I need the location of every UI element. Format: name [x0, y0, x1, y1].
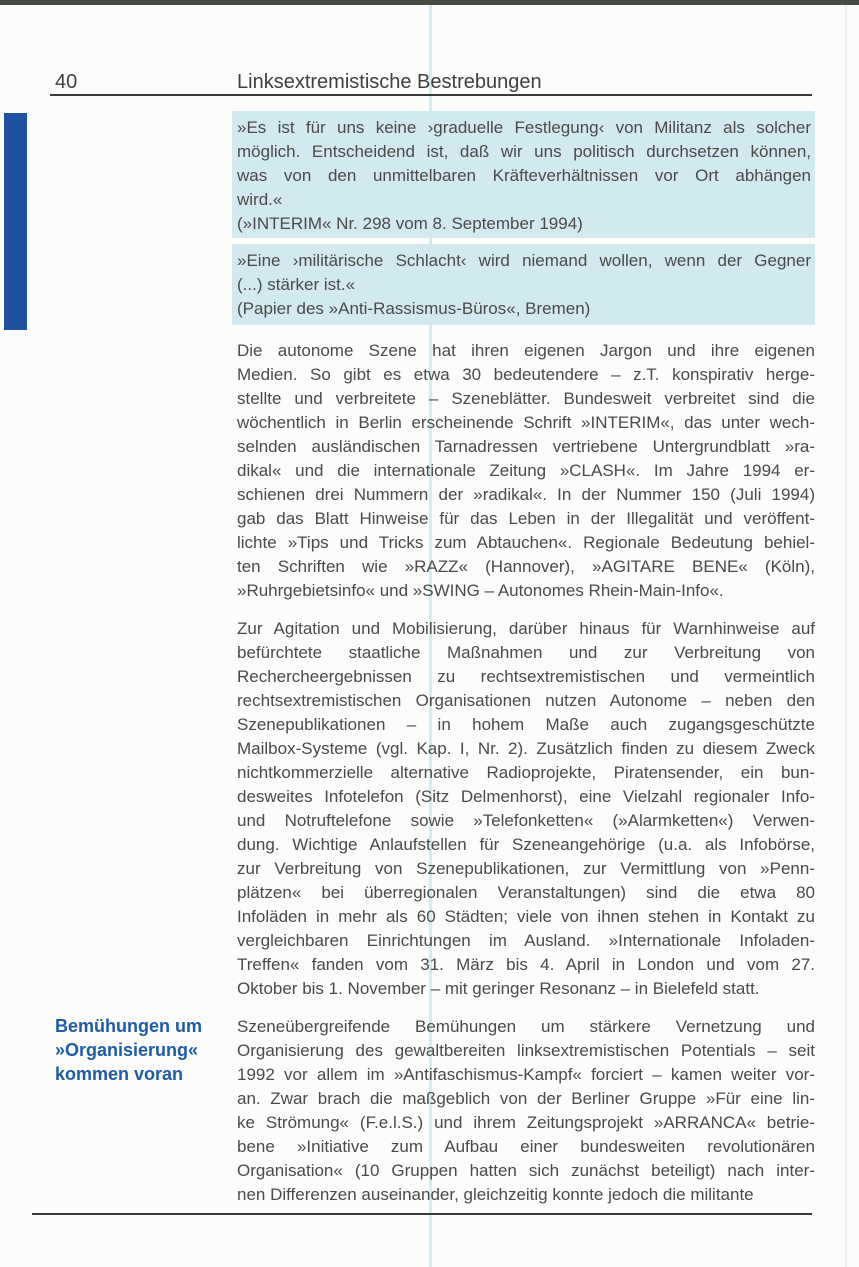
text-line: ke Strömung« (F.e.l.S.) und ihrem Zeitungsprojekt »ARRANCA« betrie-: [237, 1113, 815, 1132]
text-line: dikal« und die internationale Zeitung »CLASH«. Im Jahre 1994 er-: [237, 461, 815, 480]
text-line: befürchtete staatliche Maßnahmen und zur Verbreitung von: [237, 643, 815, 662]
text-line: Rechercheergebnissen zu rechtsextremistischen und vermeintlich: [237, 667, 815, 686]
text-line: »Organisierung«: [55, 1040, 199, 1060]
text-line: wird.«: [237, 190, 283, 209]
margin-note: [55, 1014, 225, 1086]
text-line: Oktober bis 1. November – mit geringer Resonanz – in Bielefeld statt.: [237, 979, 760, 998]
text-line: bene »Initiative zum Aufbau einer bundesweiten revolutionären: [237, 1137, 815, 1156]
scan-right-edge: [845, 5, 847, 1267]
text-line: Mailbox-Systeme (vgl. Kap. I, Nr. 2). Zusätzlich finden zu diesem Zweck: [237, 739, 815, 758]
text-line: stellte und verbreitete – Szeneblätter. Bundesweit verbreitet sind die: [237, 389, 815, 408]
text-line: ten Schriften wie »RAZZ« (Hannover), »AGITARE BENE« (Köln),: [237, 557, 815, 576]
text-line: zur Verbreitung von Szenepublikationen, zur Vermittlung von »Penn-: [237, 859, 815, 878]
text-line: wöchentlich in Berlin erscheinende Schrift »INTERIM«, das unter wech-: [237, 413, 815, 432]
text-line: kommen voran: [55, 1064, 184, 1084]
text-line: Szeneübergreifende Bemühungen um stärkere Vernetzung und: [237, 1017, 815, 1036]
text-line: Infoläden in mehr als 60 Städten; viele von ihnen stehen in Kontakt zu: [237, 907, 815, 926]
text-line: Organisation« (10 Gruppen hatten sich zunächst beteiligt) nach inter-: [237, 1161, 815, 1180]
text-line: nichtkommerzielle alternative Radioprojekte, Piratensender, ein bun-: [237, 763, 815, 782]
text-line: schienen drei Nummern der »radikal«. In der Nummer 150 (Juli 1994): [237, 485, 815, 504]
text-line: (...) stärker ist.«: [237, 275, 356, 294]
text-line: Die autonome Szene hat ihren eigenen Jargon und ihre eigenen: [237, 341, 815, 360]
text-line: was von den unmittelbaren Kräfteverhältnissen vor Ort abhängen: [237, 166, 811, 185]
bottom-rule: [32, 1213, 812, 1215]
text-line: dung. Wichtige Anlaufstellen für Szeneangehörige (u.a. als Infobörse,: [237, 835, 815, 854]
text-line: und Notruftelefone sowie »Telefonketten« (»Alarmketten«) Verwen-: [237, 811, 815, 830]
text-line: 1992 vor allem im »Antifaschismus-Kampf« forciert – kamen weiter vor-: [237, 1065, 815, 1084]
text-line: »Eine ›militärische Schlacht‹ wird niemand wollen, wenn der Gegner: [237, 251, 811, 270]
text-line: »Ruhrgebietsinfo« und »SWING – Autonomes Rhein-Main-Info«.: [237, 581, 724, 600]
quote-text: [237, 116, 811, 212]
text-line: Szenepublikationen – in hohem Maße auch zugangsgeschützte: [237, 715, 815, 734]
body-paragraph-media: [237, 339, 815, 603]
text-line: vergleichbaren Einrichtungen im Ausland. »Internationale Infoladen-: [237, 931, 815, 950]
text-line: plätzen« bei überregionalen Veranstaltungen) sind die etwa 80: [237, 883, 815, 902]
text-line: an. Zwar brach die maßgeblich von der Berliner Gruppe »Für eine lin-: [237, 1089, 815, 1108]
text-line: möglich. Entscheidend ist, daß wir uns politisch durchsetzen können,: [237, 142, 811, 161]
text-line: nen Differenzen auseinander, gleichzeitig konnte jedoch die militante: [237, 1185, 754, 1204]
quote-source: (Papier des »Anti-Rassismus-Büros«, Bremen): [237, 299, 591, 318]
quote-source: (»INTERIM« Nr. 298 vom 8. September 1994): [237, 214, 583, 233]
running-header-title: Linksextremistische Bestrebungen: [237, 71, 542, 93]
text-line: selnden ausländischen Tarnadressen vertriebene Untergrundblatt »ra-: [237, 437, 815, 456]
header-rule: [50, 94, 812, 96]
page-number: 40: [55, 71, 78, 93]
margin-accent-bar: [4, 113, 27, 330]
text-line: rechtsextremistischen Organisationen nutzen Autonome – neben den: [237, 691, 815, 710]
text-line: Bemühungen um: [55, 1016, 202, 1036]
text-line: desweites Infotelefon (Sitz Delmenhorst), eine Vielzahl regionaler Info-: [237, 787, 815, 806]
text-line: »Es ist für uns keine ›graduelle Festlegung‹ von Militanz als solcher: [237, 118, 811, 137]
body-paragraph-agitation: [237, 617, 815, 1001]
text-line: Medien. So gibt es etwa 30 bedeutendere – z.T. konspirativ herge-: [237, 365, 815, 384]
quote-block-interim: [232, 111, 815, 238]
text-line: gab das Blatt Hinweise für das Leben in der Illegalität und veröffent-: [237, 509, 815, 528]
quote-block-anti-rassismus: [232, 244, 815, 325]
text-line: lichte »Tips und Tricks zum Abtauchen«. Regionale Bedeutung behiel-: [237, 533, 815, 552]
body-paragraph-organisierung: [237, 1015, 815, 1207]
text-line: Organisierung des gewaltbereiten linksextremistischen Potentials – seit: [237, 1041, 815, 1060]
text-line: Zur Agitation und Mobilisierung, darüber hinaus für Warnhinweise auf: [237, 619, 815, 638]
quote-text: [237, 249, 811, 297]
text-line: Treffen« fanden vom 31. März bis 4. April in London und vom 27.: [237, 955, 815, 974]
